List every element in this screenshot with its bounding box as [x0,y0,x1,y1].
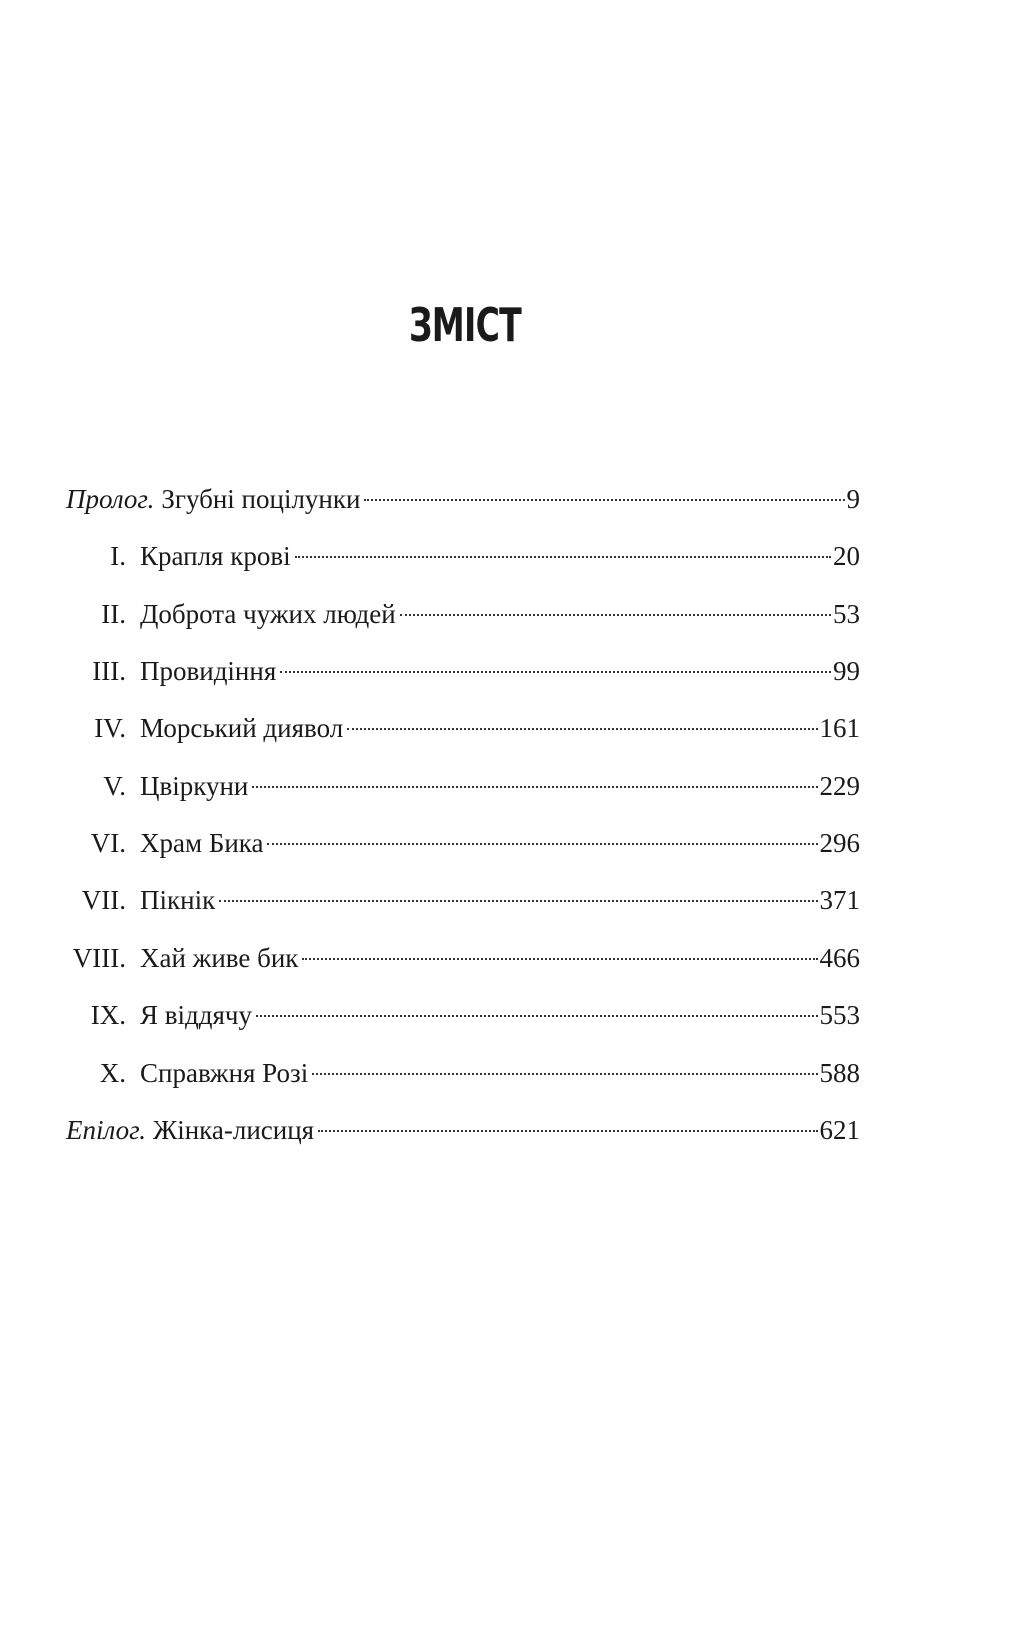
chapter-numeral: VIII. [72,943,126,973]
chapter-numeral: I. [110,541,126,571]
dot-leader [302,958,817,960]
chapter-title: Храм Бика [140,828,264,858]
toc-entry-chapter-4[interactable] [66,710,860,746]
page-number: 621 [819,1115,860,1145]
page-title: ЗМІСТ [408,298,522,352]
chapter-numeral: VII. [81,885,126,915]
chapter-numeral: V. [103,771,126,801]
chapter-title: Морський диявол [140,713,344,743]
chapter-numeral: III. [92,656,126,686]
chapter-title: Доброта чужих людей [140,599,396,629]
chapter-title: Цвіркуни [140,771,249,801]
toc-entry-chapter-1[interactable] [66,538,860,574]
toc-entry-chapter-8[interactable] [66,940,860,976]
epilogue-title: Жінка-лисиця [153,1115,315,1145]
dot-leader [318,1130,817,1132]
dot-leader [219,900,817,902]
page-number: 466 [819,943,860,973]
toc-entry-epilogue[interactable] [66,1112,860,1148]
page-number: 99 [833,656,860,686]
prologue-label: Пролог. [66,484,155,514]
page-number: 296 [819,828,860,858]
dot-leader [347,728,817,730]
chapter-numeral: IX. [90,1000,126,1030]
chapter-title: Крапля крові [140,541,291,571]
page-number: 161 [819,713,860,743]
page-number: 553 [819,1000,860,1030]
toc-entry-chapter-3[interactable] [66,653,860,689]
chapter-title: Хай живе бик [140,943,299,973]
chapter-title: Справжня Розі [140,1058,309,1088]
toc-entry-prologue[interactable] [66,481,860,517]
epilogue-label: Епілог. [66,1115,147,1145]
dot-leader [252,786,817,788]
chapter-numeral: II. [101,599,126,629]
prologue-title: Згубні поцілунки [161,484,361,514]
dot-leader [295,556,831,558]
chapter-numeral: IV. [94,713,126,743]
page-number: 9 [846,484,860,514]
dot-leader [256,1015,818,1017]
chapter-numeral: VI. [90,828,126,858]
toc-entry-chapter-7[interactable] [66,882,860,918]
page-number: 229 [819,771,860,801]
toc-entry-chapter-9[interactable] [66,997,860,1033]
chapter-title: Я віддячу [140,1000,252,1030]
dot-leader [400,614,831,616]
page-number: 20 [833,541,860,571]
toc-entry-chapter-2[interactable] [66,596,860,632]
dot-leader [267,843,817,845]
toc-entry-chapter-6[interactable] [66,825,860,861]
page-number: 53 [833,599,860,629]
toc-entry-chapter-10[interactable] [66,1055,860,1091]
dot-leader [312,1073,817,1075]
dot-leader [280,671,831,673]
page-number: 588 [819,1058,860,1088]
chapter-numeral: X. [99,1058,126,1088]
chapter-title: Провидіння [140,656,277,686]
chapter-title: Пікнік [140,885,216,915]
dot-leader [364,499,844,501]
toc-entry-chapter-5[interactable] [66,768,860,804]
page-number: 371 [819,885,860,915]
